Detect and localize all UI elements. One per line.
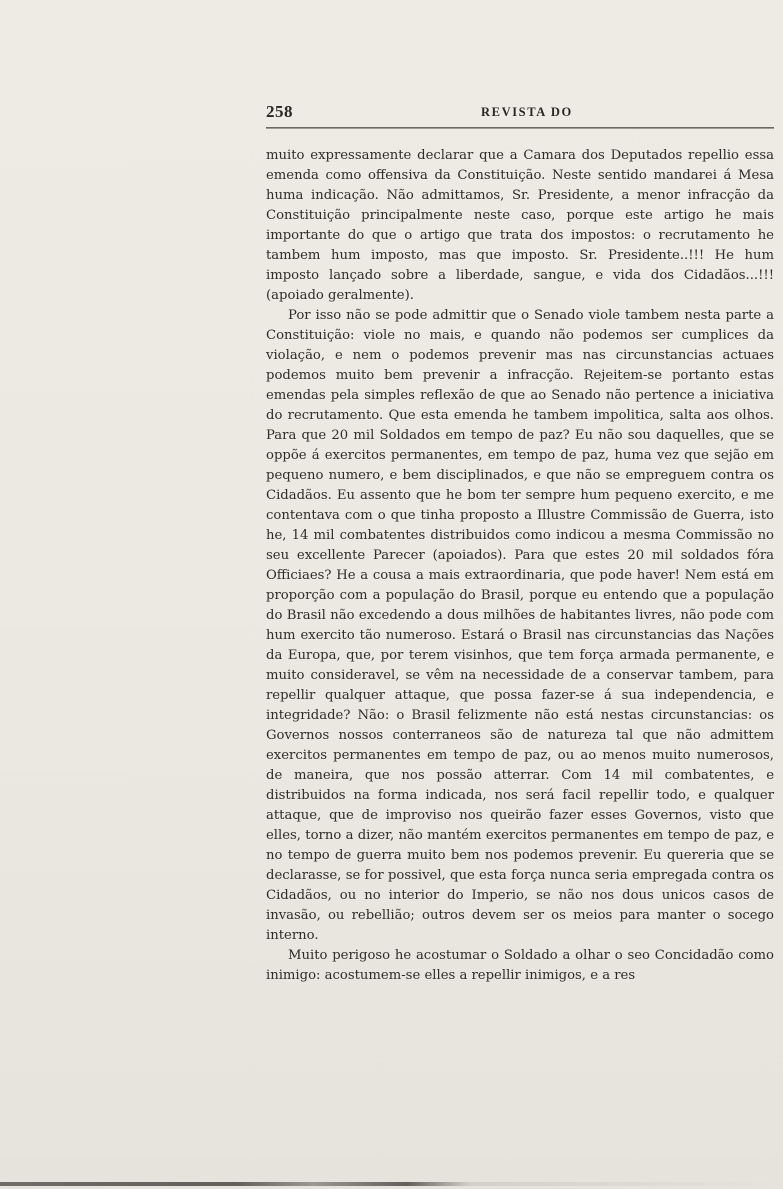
running-header [266,102,776,126]
paragraph-2: Por isso não se pode admittir que o Senado viole tambem nesta parte a Constituição: viole no mais, e quando não podemos ser cumplices da violação, e nem o podemos prevenir mas nas circunstancias actuaes podemos muito bem prevenir a infracção. Rejeitem-se portanto estas emendas pela simples reflexão de que ao Senado não pertence a iniciativa do recrutamento. Que esta emenda he tambem impolitica, salta aos olhos. Para que 20 mil Soldados em tempo de paz? Eu não sou daquelles, que se oppõe á exercitos permanentes, em tempo de paz, huma vez que sejão em pequeno numero, e bem disciplinados, e que não se empreguem contra os Cidadãos. Eu assento que he bom ter sempre hum pequeno exercito, e me contentava com o que tinha proposto a Illustre Commissão de Guerra, isto he, 14 mil combatentes distribuidos como indicou a mesma Commissão no seu excellente Parecer (apoiados). Para que estes 20 mil soldados fóra Officiaes? He a cousa a mais extraordinaria, que pode haver! Nem está em proporção com a população do Brasil, porque eu entendo que a população do Brasil não excedendo a dous milhões de habitantes livres, não pode com hum exercito tão numeroso. Estará o Brasil nas circunstancias das Nações da Europa, que, por terem visinhos, que tem força armada permanente, e muito consideravel, se vêm na necessidade de a conservar tambem, para repellir qualquer attaque, que possa fazer-se á sua independencia, e integridade? Não: o Brasil felizmente não está nestas circunstancias: os Governos nossos conterraneos são de natureza tal que não admittem exercitos permanentes em tempo de paz, ou ao menos muito numerosos, de maneira, que nos possão atterrar. Com 14 mil combatentes, e distribuidos na forma indicada, nos será facil repellir todo, e qualquer attaque, que de improviso nos queirão fazer esses Governos, visto que elles, torno a dizer, não mantém exercitos permanentes em tempo de paz, e no tempo de guerra muito bem nos podemos prevenir. Eu quereria que se declarasse, se for possivel, que esta força nunca seria empregada contra os Cidadãos, ou no interior do Imperio, se não nos dous unicos casos de invasão, ou rebellião; outros devem ser os meios para manter o socego interno. [266,308,774,943]
paragraph-3: Muito perigoso he acostumar o Soldado a olhar o seo Concidadão como inimigo: acostumem-se elles a repellir inimigos, e a res [266,948,774,983]
paragraph-1: muito expressamente declarar que a Camara dos Deputados repellio essa emenda como offensiva da Constituição. Neste sentido mandarei á Mesa huma indicação. Não admittamos, Sr. Presidente, a menor infracção da Constituição principalmente neste caso, porque este artigo he mais importante do que o artigo que trata dos impostos: o recrutamento he tambem hum imposto, mas que imposto. Sr. Presidente..!!! He hum imposto lançado sobre a liberdade, sangue, e vida dos Cidadãos...!!! (apoiado geralmente). [266,148,774,303]
scan-edge-line [0,1182,783,1186]
header-rule [266,127,774,129]
running-title: REVISTA DO [481,105,573,119]
body-text [266,146,774,986]
page-number: 258 [266,102,293,121]
